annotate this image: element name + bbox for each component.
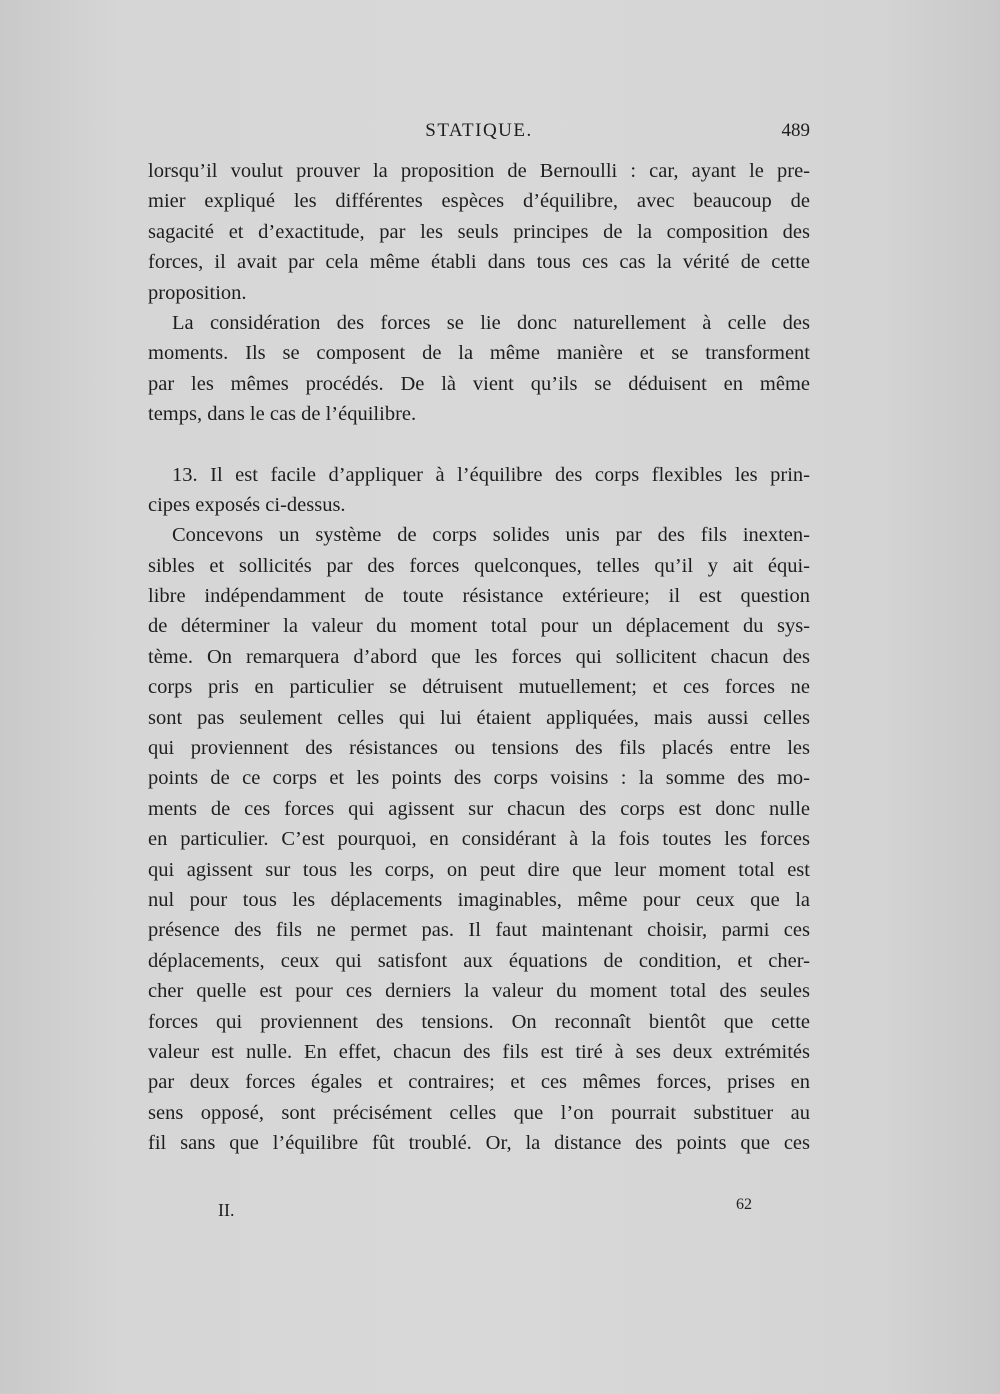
section-gap <box>148 430 810 460</box>
text-line: nul pour tous les déplacements imaginables, même pour ceux que la <box>148 888 810 911</box>
sheet-number: 62 <box>736 1196 752 1213</box>
text-line: moments. Ils se composent de la même manière et se transforment <box>148 342 810 365</box>
running-title: STATIQUE. <box>425 120 533 141</box>
text-line: sont pas seulement celles qui lui étaient appliquées, mais aussi celles <box>148 706 810 729</box>
text-line: ments de ces forces qui agissent sur chacun des corps est donc nulle <box>148 797 810 820</box>
text-line: corps pris en particulier se détruisent mutuellement; et ces forces ne <box>148 676 810 699</box>
paragraph <box>148 460 810 521</box>
text-line: sagacité et d’exactitude, par les seuls principes de la composition des <box>148 220 810 243</box>
text-line: tème. On remarquera d’abord que les forces qui sollicitent chacun des <box>148 645 810 668</box>
text-line: 13. Il est facile d’appliquer à l’équilibre des corps flexibles les prin- <box>172 463 810 486</box>
text-line: par les mêmes procédés. De là vient qu’ils se déduisent en même <box>148 372 810 395</box>
text-line: points de ce corps et les points des corps voisins : la somme des mo- <box>148 767 810 790</box>
paragraph <box>148 520 810 1158</box>
text-line: présence des fils ne permet pas. Il faut maintenant choisir, parmi ces <box>148 919 810 942</box>
text-line: La considération des forces se lie donc naturellement à celle des <box>172 311 810 334</box>
text-line: en particulier. C’est pourquoi, en considérant à la fois toutes les forces <box>148 828 810 851</box>
text-line: lorsqu’il voulut prouver la proposition de Bernoulli : car, ayant le pre- <box>148 160 810 182</box>
text-line: valeur est nulle. En effet, chacun des fils est tiré à ses deux extrémités <box>148 1040 810 1063</box>
text-line: forces, il avait par cela même établi dans tous ces cas la vérité de cette <box>148 251 810 274</box>
body-text <box>148 156 810 1159</box>
text-line: par deux forces égales et contraires; et ces mêmes forces, prises en <box>148 1071 810 1094</box>
text-line: qui agissent sur tous les corps, on peut dire que leur moment total est <box>148 858 810 881</box>
text-line: proposition. <box>148 281 247 304</box>
text-line: qui proviennent des résistances ou tensions des fils placés entre les <box>148 737 810 760</box>
text-line: déplacements, ceux qui satisfont aux équations de condition, et cher- <box>148 949 810 972</box>
text-line: Concevons un système de corps solides unis par des fils inexten- <box>172 524 810 547</box>
running-header <box>148 120 810 148</box>
text-line: temps, dans le cas de l’équilibre. <box>148 403 417 426</box>
text-line: cher quelle est pour ces derniers la valeur du moment total des seules <box>148 980 810 1003</box>
text-line: de déterminer la valeur du moment total pour un déplacement du sys- <box>148 615 810 638</box>
text-line: sens opposé, sont précisément celles que l’on pourrait substituer au <box>148 1101 810 1124</box>
page-footer <box>148 1196 810 1228</box>
text-line: fil sans que l’équilibre fût troublé. Or, la distance des points que ces <box>148 1132 810 1155</box>
text-line: cipes exposés ci-dessus. <box>148 493 346 516</box>
text-line: libre indépendamment de toute résistance extérieure; il est question <box>148 585 810 608</box>
text-line: mier expliqué les différentes espèces d’équilibre, avec beaucoup de <box>148 190 810 213</box>
text-line: forces qui proviennent des tensions. On reconnaît bientôt que cette <box>148 1010 810 1033</box>
page-number: 489 <box>781 120 810 141</box>
signature-mark: II. <box>218 1200 235 1220</box>
text-line: sibles et sollicités par des forces quelconques, telles qu’il y ait équi- <box>148 554 810 577</box>
paragraph <box>148 156 810 308</box>
paragraph <box>148 308 810 430</box>
